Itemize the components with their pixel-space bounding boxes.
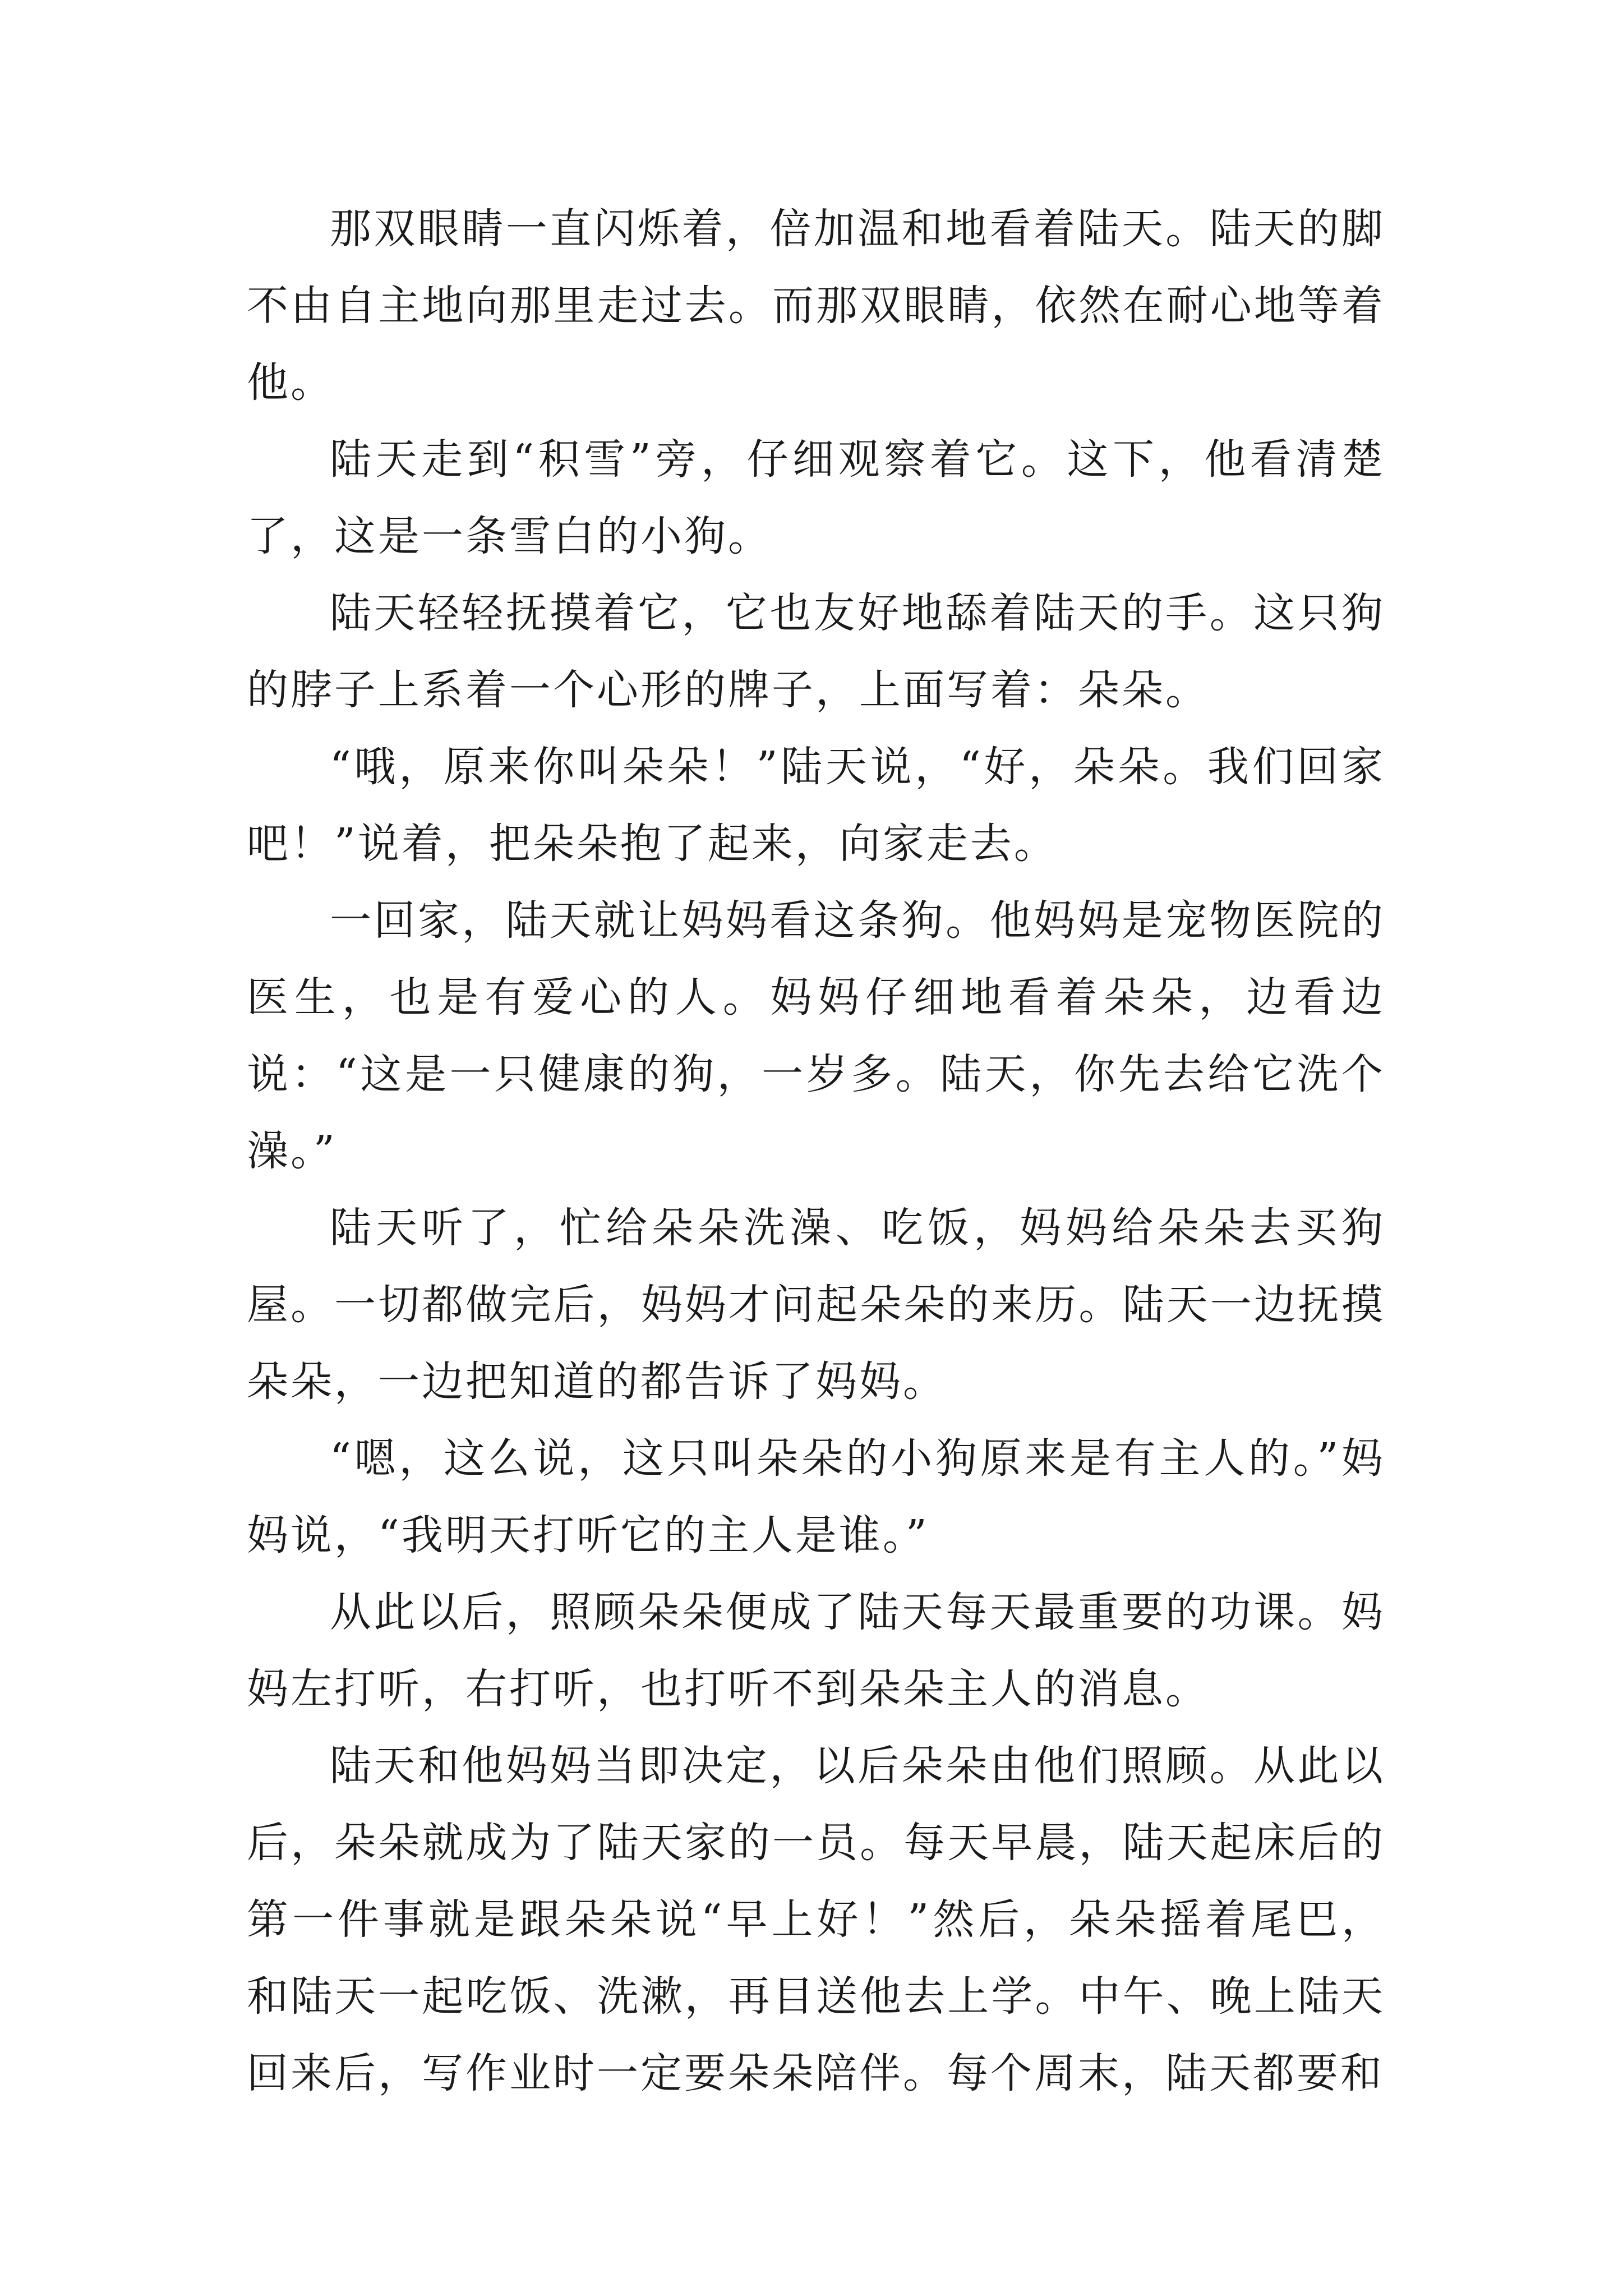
paragraph-5: 一回家，陆天就让妈妈看这条狗。他妈妈是宠物医院的医生，也是有爱心的人。妈妈仔细地看着朵朵，边看边说：“这是一只健康的狗，一岁多。陆天，你先去给它洗个澡。” [247, 896, 1385, 1175]
paragraph-8: 从此以后，照顾朵朵便成了陆天每天最重要的功课。妈妈左打听，右打听，也打听不到朵朵主人的消息。 [247, 1588, 1385, 1713]
paragraph-9: 陆天和他妈妈当即决定，以后朵朵由他们照顾。从此以后，朵朵就成为了陆天家的一员。每天早晨，陆天起床后的第一件事就是跟朵朵说“早上好！”然后，朵朵摇着尾巴，和陆天一起吃饭、洗漱，再目送他去上学。中午、晚上陆天回来后，写作业时一定要朵朵陪伴。每个周末，陆天都要和 [247, 1742, 1385, 2097]
paragraph-7: “嗯，这么说，这只叫朵朵的小狗原来是有主人的。”妈妈说，“我明天打听它的主人是谁。” [247, 1434, 1385, 1559]
paragraph-1: 那双眼睛一直闪烁着，倍加温和地看着陆天。陆天的脚不由自主地向那里走过去。而那双眼睛，依然在耐心地等着他。 [247, 205, 1385, 407]
paragraph-2: 陆天走到“积雪”旁，仔细观察着它。这下，他看清楚了，这是一条雪白的小狗。 [247, 435, 1385, 560]
paragraph-6: 陆天听了，忙给朵朵洗澡、吃饭，妈妈给朵朵去买狗屋。一切都做完后，妈妈才问起朵朵的来历。陆天一边抚摸朵朵，一边把知道的都告诉了妈妈。 [247, 1204, 1385, 1406]
story-text [247, 191, 1385, 2112]
paragraph-4: “哦，原来你叫朵朵！”陆天说，“好，朵朵。我们回家吧！”说着，把朵朵抱了起来，向家走去。 [247, 743, 1385, 868]
paragraph-3: 陆天轻轻抚摸着它，它也友好地舔着陆天的手。这只狗的脖子上系着一个心形的牌子，上面写着：朵朵。 [247, 589, 1385, 714]
